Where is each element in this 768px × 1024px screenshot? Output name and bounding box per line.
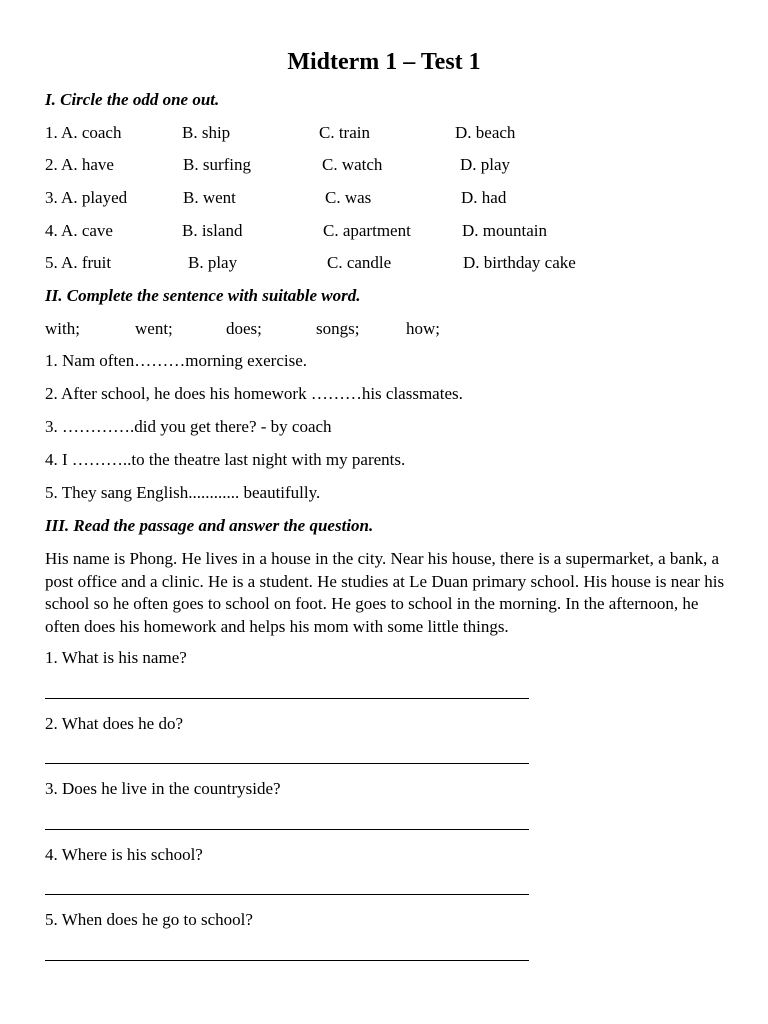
- odd-one-out-row-2: [45, 154, 725, 176]
- answer-line-5[interactable]: [45, 960, 529, 961]
- option-a: 2. A. have: [45, 155, 114, 174]
- fill-blank-sentence-5: 5. They sang English............ beautifully.: [45, 483, 321, 502]
- option-a: 1. A. coach: [45, 123, 122, 142]
- word-bank-item: went;: [135, 319, 173, 338]
- option-b: B. ship: [182, 123, 231, 142]
- option-d: D. had: [461, 188, 507, 207]
- option-b: B. surfing: [183, 155, 251, 174]
- option-d: D. play: [460, 155, 511, 174]
- option-b: B. island: [182, 221, 243, 240]
- option-a: 3. A. played: [45, 188, 128, 207]
- section-1-heading: I. Circle the odd one out.: [45, 90, 220, 109]
- reading-passage: His name is Phong. He lives in a house in the city. Near his house, there is a supermarket, a bank, a post office and a clinic. He is a student. He studies at Le Duan primary school. His house is near his school so he often goes to school on foot. He goes to school in the morning. In the afternoon, he often does his homework and helps his mom with some little things.: [45, 549, 725, 637]
- option-c: C. apartment: [323, 221, 411, 240]
- fill-blank-sentence-1: 1. Nam often………morning exercise.: [45, 351, 308, 370]
- page-title: Midterm 1 – Test 1: [287, 49, 481, 75]
- word-bank-item: songs;: [316, 319, 360, 338]
- answer-line-1[interactable]: [45, 698, 529, 699]
- fill-blank-sentence-2: 2. After school, he does his homework ………his classmates.: [45, 384, 463, 403]
- word-bank-item: how;: [406, 319, 440, 338]
- answer-line-2[interactable]: [45, 763, 529, 764]
- question-2: 2. What does he do?: [45, 714, 184, 733]
- word-bank-item: does;: [226, 319, 262, 338]
- option-a: 5. A. fruit: [45, 253, 112, 272]
- option-b: B. went: [183, 188, 236, 207]
- word-bank-item: with;: [45, 319, 80, 338]
- option-b: B. play: [188, 253, 238, 272]
- answer-line-4[interactable]: [45, 894, 529, 895]
- question-1: 1. What is his name?: [45, 648, 187, 667]
- option-c: C. train: [319, 123, 370, 142]
- question-3: 3. Does he live in the countryside?: [45, 779, 281, 798]
- word-bank: [45, 318, 725, 340]
- option-d: D. birthday cake: [463, 253, 576, 272]
- section-3-heading: III. Read the passage and answer the question.: [45, 516, 374, 535]
- fill-blank-sentence-3: 3. ………….did you get there? - by coach: [45, 417, 332, 436]
- odd-one-out-row-5: [45, 252, 725, 274]
- option-d: D. beach: [455, 123, 516, 142]
- answer-line-3[interactable]: [45, 829, 529, 830]
- fill-blank-sentence-4: 4. I ………..to the theatre last night with my parents.: [45, 450, 406, 469]
- question-4: 4. Where is his school?: [45, 845, 203, 864]
- option-c: C. watch: [322, 155, 383, 174]
- question-5: 5. When does he go to school?: [45, 910, 253, 929]
- option-c: C. candle: [327, 253, 392, 272]
- odd-one-out-row-3: [45, 187, 725, 209]
- section-2-heading: II. Complete the sentence with suitable word.: [45, 286, 361, 305]
- odd-one-out-row-4: [45, 220, 725, 242]
- option-a: 4. A. cave: [45, 221, 113, 240]
- option-d: D. mountain: [462, 221, 547, 240]
- odd-one-out-row-1: [45, 122, 725, 144]
- option-c: C. was: [325, 188, 372, 207]
